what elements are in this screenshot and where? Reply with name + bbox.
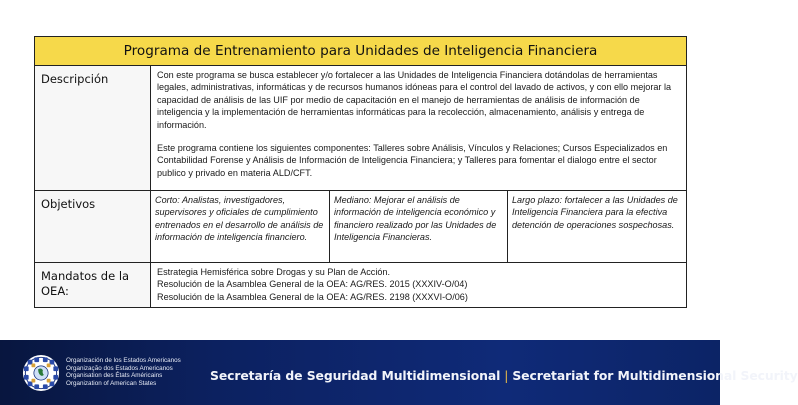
objetivos-label: Objetivos <box>35 191 151 263</box>
mandato-line: Estrategia Hemisférica sobre Drogas y su Plan de Acción. <box>157 267 391 277</box>
descripcion-label: Descripción <box>35 66 151 191</box>
secretariat-separator: | <box>504 368 509 383</box>
org-name-line: Organization of American States <box>66 379 157 387</box>
org-name-line: Organização dos Estados Americanos <box>66 364 173 372</box>
objetivo-largo: Largo plazo: fortalecer a las Unidades de Inteligencia Financiera para la efectiva detención de operaciones sospechosas. <box>508 191 687 263</box>
descripcion-content <box>151 66 687 191</box>
mandatos-content <box>151 263 687 308</box>
mandato-line: Resolución de la Asamblea General de la OEA: AG/RES. 2198 (XXXVI-O/06) <box>157 291 468 302</box>
secretariat-title <box>210 368 798 383</box>
program-table <box>34 36 687 308</box>
org-name-line: Organisation des États Américains <box>66 372 163 380</box>
table-title: Programa de Entrenamiento para Unidades de Inteligencia Financiera <box>35 37 687 66</box>
secretariat-en: Secretariat for Multidimensional Security <box>512 368 798 383</box>
footer-banner <box>0 340 798 405</box>
descripcion-paragraph-2: Este programa contiene los siguientes componentes: Talleres sobre Análisis, Vínculos y Relaciones; Cursos Especializados en Contabilidad Forense y Análisis de Información de Inteligencia Financiera; y Talleres para fomentar el dialogo entre el sector publico y privado en materia ALD/CFT. <box>157 143 668 178</box>
objetivo-corto: Corto: Analistas, investigadores, supervisores y oficiales de cumplimiento entrenados en el desarrollo de análisis de información de inteligencia financiero. <box>151 191 330 263</box>
secretariat-es: Secretaría de Seguridad Multidimensional <box>210 368 501 383</box>
descripcion-paragraph-1: Con este programa se busca establecer y/o fortalecer a las Unidades de Inteligencia Financiera dotándolas de herramientas legales, administrativas, informáticas y de recursos humanos idóneas para el control del lavado de activos, y con ello mejorar la capacidad de análisis de las UIF por medio de capacitación en el manejo de herramientas de análisis de información de inteligencia y la implementación de herramientas informáticas para la recolección, almacenamiento, análisis y entrega de información. <box>157 70 672 130</box>
org-name-line: Organización de los Estados Americanos <box>66 357 181 364</box>
objetivo-mediano: Mediano: Mejorar el análisis de información de inteligencia económico y financiero realizado por las Unidades de Inteligencia Financieras. <box>330 191 508 263</box>
mandatos-label: Mandatos de la OEA: <box>35 263 151 308</box>
oas-emblem-icon <box>22 354 60 392</box>
org-names <box>66 357 181 387</box>
mandato-line: Resolución de la Asamblea General de la OEA: AG/RES. 2015 (XXXIV-O/04) <box>157 279 468 290</box>
